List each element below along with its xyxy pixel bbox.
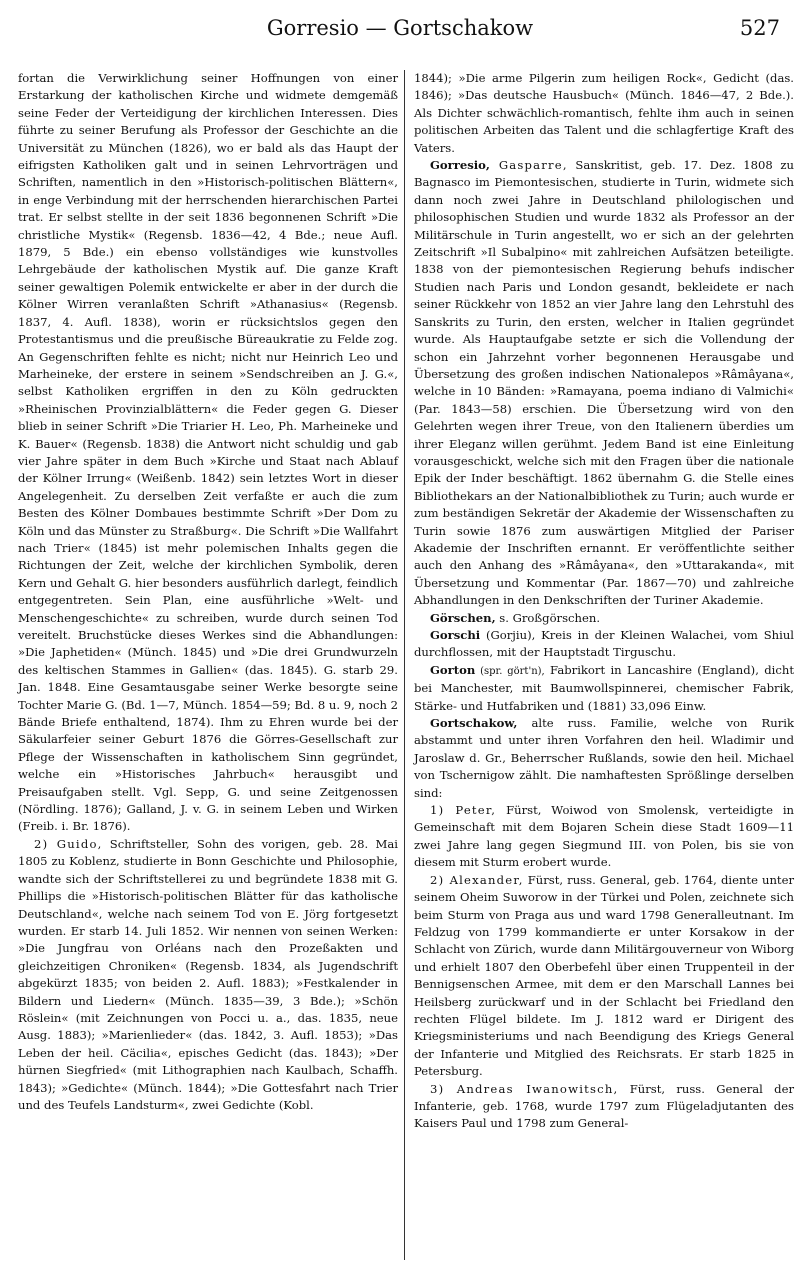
guido-entry-text: Schriftsteller, Sohn des vorigen, geb. 28. Mai 1805 zu Koblenz, studierte in Bonn Geschichte und Philosophie, wandte sich der Schriftstellerei zu und begründete 1838 mit G. Phillips die »Historisch-politischen Blätter für das katholische Deutschland«, welche nach seinem Tod von E. Jörg fortgesetzt wurden. Er starb 14. Juli 1852. Wir nennen von seinen Werken: »Die Jungfrau von Orléans nach den Prozeßakten und gleichzeitigen Chroniken« (Regensb. 1834, als Jugendschrift abgekürzt 1835; von beiden 2. Aufl. 1883); »Festkalender in Bildern und Liedern« (Münch. 1835—39, 3 Bde.); »Schön Röslein« (mit Zeichnungen von Pocci u. a., das. 1835, neue Ausg. 1883); »Marienlieder« (das. 1842, 3. Aufl. 1853); »Das Leben der heil. Cäcilia«, episches Gedicht (das. 1843); »Der hürnen Siegfried« (mit Lithographien nach Kaulbach, Schaffh. 1843); »Gedichte« (Münch. 1844); »Die Gottesfahrt nach Trier und des Teufels Landsturm«, zwei Gedichte (Kobl.	[18, 836, 398, 1112]
andreas-entry	[414, 1081, 794, 1133]
guido-entry-continuation: 1844); »Die arme Pilgerin zum heiligen Rock«, Gedicht (das. 1846); »Das deutsche Hausbuch« (Münch. 1846—47, 2 Bde.). Als Dichter schwächlich-romantisch, fehlte ihm auch in seinen politischen Arbeiten das Talent und die schlagfertige Kraft des Vaters.	[414, 71, 794, 155]
page-number: 527	[739, 16, 780, 40]
gorschi-entry-head: Gorschi	[430, 628, 481, 642]
alexander-entry-head: 2) Alexander,	[430, 872, 524, 887]
guido-entry-head: 2) Guido,	[34, 836, 103, 851]
right-column	[414, 70, 794, 1133]
goerschen-entry	[414, 610, 794, 627]
alexander-entry-text: Fürst, russ. General, geb. 1764, diente unter seinem Oheim Suworow in der Türkei und Polen, zeichnete sich beim Sturm von Praga aus und ward 1798 Generalleutnant. Im Feldzug von 1799 kommandierte er unter Korsakow in der Schlacht von Zürich, wurde dann Militärgouverneur von Wiborg und erhielt 1807 den Oberbefehl über einen Truppenteil in der Bennigsenschen Armee, mit dem er den Marschall Lannes bei Heilsberg zurückwarf und in der Schlacht bei Friedland den rechten Flügel bildete. Im J. 1812 ward er Dirigent des Kriegsministeriums und nach Beendigung des Kriegs General der Infanterie und Mitglied des Reichsrats. Er starb 1825 in Petersburg.	[414, 872, 794, 1079]
goerres-entry-continuation: fortan die Verwirklichung seiner Hoffnungen von einer Erstarkung der katholischen Kirche und widmete demgemäß seine Feder der Verteidigung der kirchlichen Interessen. Dies führte zu seiner Berufung als Professor der Geschichte an die Universität zu München (1826), wo er bald als das Haupt der eifrigsten Katholiken galt und in seinen Lehrvorträgen und Schriften, namentlich in den »Historisch-politischen Blättern«, in enge Verbindung mit der herrschenden hierarchischen Partei trat. Er selbst stellte in der seit 1836 begonnenen Schrift »Die christliche Mystik« (Regensb. 1836—42, 4 Bde.; neue Aufl. 1879, 5 Bde.) ein ebenso vollständiges wie kunstvolles Lehrgebäude der katholischen Mystik auf. Die ganze Kraft seiner gewaltigen Polemik entwickelte er aber in der durch die Kölner Wirren veranlaßten Schrift »Athanasius« (Regensb. 1837, 4. Aufl. 1838), worin er rücksichtslos gegen den Protestantismus und die preußische Büreaukratie zu Felde zog. An Gegenschriften fehlte es nicht; nicht nur Heinrich Leo und Marheineke, der erstere in seinem »Sendschreiben an J. G.«, selbst Katholiken ergriffen in den zu Köln gedruckten »Rheinischen Provinzialblättern« die Feder gegen G. Dieser blieb in seiner Schrift »Die Triarier H. Leo, Ph. Marheineke und K. Bauer« (Regensb. 1838) die Antwort nicht schuldig und gab vier Jahre später in dem Buch »Kirche und Staat nach Ablauf der Kölner Irrung« (Weißenb. 1842) sein letztes Wort in dieser Angelegenheit. Zu derselben Zeit verfaßte er auch die zum Besten des Kölner Dombaues bestimmte Schrift »Der Dom zu Köln und das Münster zu Straßburg«. Die Schrift »Die Wallfahrt nach Trier« (1845) ist mehr polemischen Inhalts gegen die Richtungen der Zeit, welche der kirchlichen Symbolik, deren Kern und Gehalt G. hier besonders ausführlich darlegt, feindlich entgegentreten. Sein Plan, eine ausführliche »Welt- und Menschengeschichte« zu schreiben, wurde durch seinen Tod vereitelt. Bruchstücke dieses Werkes sind die Abhandlungen: »Die Japhetiden« (Münch. 1845) und »Die drei Grundwurzeln des keltischen Stammes in Gallien« (das. 1845). G. starb 29. Jan. 1848. Eine Gesamtausgabe seiner Werke besorgte seine Tochter Marie G. (Bd. 1—7, Münch. 1854—59; Bd. 8 u. 9, noch 2 Bände Briefe enthaltend, 1874). Ihm zu Ehren wurde bei der Säkularfeier seiner Geburt 1876 die Görres-Gesellschaft zur Pflege der Wissenschaften in katholischem Sinn gegründet, welche ein »Historisches Jahrbuch« herausgibt und Preisaufgaben stellt. Vgl. Sepp, G. und seine Zeitgenossen (Nördling. 1876); Galland, J. v. G. in seinem Leben und Wirken (Freib. i. Br. 1876).	[18, 71, 398, 834]
peter-entry	[414, 802, 794, 872]
left-column	[18, 70, 398, 1114]
guido-entry	[18, 836, 398, 1115]
gorresio-entry-text: Sanskritist, geb. 17. Dez. 1808 zu Bagnasco im Piemontesischen, studierte in Turin, widmete sich dann noch zwei Jahre in Deutschland philologischen und philosophischen Studien und wurde 1832 als Professor an der Militärschule in Turin angestellt, wo er sich an der gelehrten Zeitschrift »Il Subalpino« mit zahlreichen Aufsätzen beteiligte. 1838 von der piemontesischen Regierung behufs indischer Studien nach Paris und London gesandt, bekleidete er nach seiner Rückkehr von 1852 an vier Jahre lang den Lehrstuhl des Sanskrits zu Turin, den ersten, welcher in Italien gegründet wurde. Als Hauptaufgabe setzte er sich die Vollendung der schon ein Jahrzehnt vorher begonnenen Herausgabe und Übersetzung des großen indischen Nationalepos »Râmâyana«, welche in 10 Bänden: »Ramayana, poema indiano di Valmichi« (Par. 1843—58) erschien. Die Übersetzung wird von den Gelehrten wegen ihrer Treue, von den Italienern überdies um ihrer Eleganz willen gerühmt. Jedem Band ist eine Einleitung vorausgeschickt, welche sich mit den Fragen über die nationale Epik der Inder beschäftigt. 1862 übernahm G. die Stelle eines Bibliothekars an der Nationalbibliothek zu Turin; auch wurde er zum beständigen Sekretär der Akademie der Wissenschaften zu Turin sowie 1876 zum auswärtigen Mitglied der Pariser Akademie der Inschriften ernannt. Er veröffentlichte seither auch den Anhang des »Râmâyana«, den »Uttarakanda«, mit Übersetzung und Kommentar (Par. 1867—70) und zahlreiche Abhandlungen in den Denkschriften der Turiner Akademie.	[414, 158, 794, 608]
page-header	[20, 10, 780, 50]
alexander-entry	[414, 872, 794, 1081]
gorton-entry-head: Gorton	[430, 662, 476, 677]
gorschi-entry-text: (Gorjiu), Kreis in der Kleinen Walachei, vom Shiul durchflossen, mit der Hauptstadt Tirguschu.	[414, 628, 794, 660]
andreas-entry-head: 3) Andreas Iwanowitsch,	[430, 1081, 619, 1096]
gorresio-entry	[414, 157, 794, 610]
gorton-entry	[414, 662, 794, 715]
gorton-pronunciation: (spr. gört'n),	[475, 665, 545, 677]
andreas-entry-text: Fürst, russ. General der Infanterie, geb. 1768, wurde 1797 zum Flügeladjutanten des Kaisers Paul und 1798 zum General-	[414, 1081, 794, 1131]
goerschen-entry-head: Görschen,	[430, 610, 496, 625]
running-title: Gorresio — Gortschakow	[266, 16, 534, 40]
goerschen-entry-text: s. Großgörschen.	[495, 610, 601, 625]
peter-entry-text: Fürst, Woiwod von Smolensk, verteidigte in Gemeinschaft mit dem Bojaren Schein diese Stadt 1609—11 zwei Jahre lang gegen Siegmund III. von Polen, bis sie von diesem mit Sturm erobert wurde.	[414, 803, 795, 870]
column-divider	[404, 70, 405, 1260]
gorton-entry-text: Fabrikort in Lancashire (England), dicht bei Manchester, mit Baumwollspinnerei, chemischer Fabrik, Stärke- und Hutfabriken und (1881) 33,096 Einw.	[414, 662, 794, 713]
peter-entry-head: 1) Peter,	[430, 803, 497, 818]
gorresio-given-name: Gasparre,	[489, 158, 568, 173]
gorschi-entry	[414, 627, 794, 662]
gortschakow-entry	[414, 715, 794, 802]
gortschakow-entry-text: alte russ. Familie, welche von Rurik abstammt und unter ihren Vorfahren den heil. Wladimir und Jaroslaw d. Gr., Beherrscher Rußlands, sowie den heil. Michael von Tschernigow zählt. Die namhaftesten Sprößlinge derselben sind:	[414, 716, 794, 800]
gortschakow-entry-head: Gortschakow,	[430, 716, 518, 731]
gorresio-entry-head: Gorresio,	[430, 158, 490, 173]
